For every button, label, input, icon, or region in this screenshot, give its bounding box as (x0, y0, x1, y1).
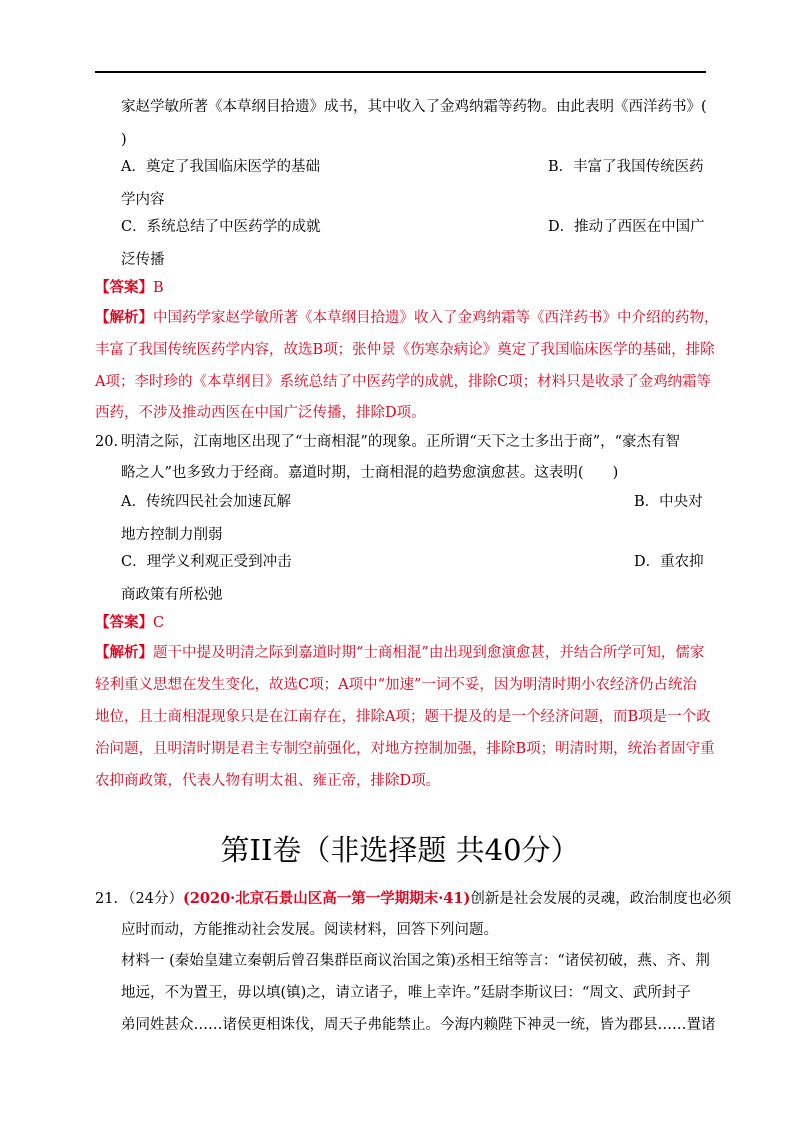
section-title: 第II卷（非选择题 共40分） (220, 833, 580, 867)
q20-option-b-continuation: 地方控制力削弱 (121, 527, 223, 543)
q19-stem-continuation: 家赵学敏所著《本草纲目拾遗》成书，其中收入了金鸡纳霜等药物。由此表明《西洋药书》( (121, 99, 707, 115)
q19-option-d: D．推动了西医在中国广 (548, 219, 705, 235)
q19-stem-close: ) (121, 132, 127, 148)
q20-stem-line-2: 略之人”也多致力于经商。嘉道时期，士商相混的趋势愈演愈甚。这表明( ) (121, 465, 619, 481)
answer-value: C (153, 615, 165, 631)
analysis-tag: 【解析】 (95, 309, 153, 326)
q20-option-b: B．中央对 (634, 494, 703, 510)
q19-analysis-line-4: 西药，不涉及推动西医在中国广泛传播，排除D项。 (95, 405, 426, 421)
q20-option-c: C．理学义利观正受到冲击 (121, 554, 292, 570)
q20-answer (95, 613, 164, 633)
q19-option-d-continuation: 泛传播 (121, 252, 165, 268)
q20-analysis-line-5: 农抑商政策，代表人物有明太祖、雍正帝，排除D项。 (95, 773, 441, 789)
q21-number: 21. (95, 891, 119, 907)
q21-stem-line-1 (121, 889, 731, 909)
q20-analysis-line-1 (95, 643, 704, 663)
q20-analysis-line-3: 地位，且士商相混现象只是在江南存在，排除A项；题干提及的是一个经济问题，而B项是一个政 (95, 709, 711, 725)
q21-stem-line-2: 应时而动，方能推动社会发展。阅读材料，回答下列问题。 (121, 922, 498, 938)
q19-option-b-continuation: 学内容 (121, 192, 165, 208)
answer-tag: 【答案】 (95, 614, 153, 631)
analysis-text: 中国药学家赵学敏所著《本草纲目拾遗》收入了金鸡纳霜等《西洋药书》中介绍的药物， (153, 310, 719, 326)
q21-material-line-1: 材料一 (秦始皇建立秦朝后曾召集群臣商议治国之策)丞相王绾等言：“诸侯初破，燕、齐、荆 (121, 953, 710, 969)
q21-source: (2020·北京石景山区高一第一学期期末·41) (182, 890, 471, 907)
q20-option-d-continuation: 商政策有所松弛 (121, 587, 223, 603)
q21-stem-text: 创新是社会发展的灵魂，政治制度也必须 (470, 891, 732, 907)
answer-tag: 【答案】 (95, 279, 153, 296)
q19-answer (95, 278, 164, 298)
q19-option-b: B．丰富了我国传统医药 (548, 159, 704, 175)
q20-option-a: A．传统四民社会加速瓦解 (121, 494, 291, 510)
q20-analysis-line-2: 轻利重义思想在发生变化，故选C项；A项中“加速”一词不妥，因为明清时期小农经济仍占统治 (95, 677, 697, 693)
q20-analysis-line-4: 治问题，且明清时期是君主专制空前强化，对地方控制加强，排除B项；明清时期，统治者固守重 (95, 741, 715, 757)
q21-material-line-3: 弟同姓甚众……诸侯更相诛伐，周天子弗能禁止。今海内赖陛下神灵一统，皆为郡县……置诸 (121, 1017, 716, 1033)
q19-analysis-line-1 (95, 308, 719, 328)
header-rule (95, 71, 706, 73)
answer-value: B (153, 280, 164, 296)
q20-stem-line-1: 明清之际，江南地区出现了“士商相混”的现象。正所谓“天下之士多出于商”，“豪杰有智 (121, 434, 681, 450)
q19-option-a: A．奠定了我国临床医学的基础 (121, 159, 320, 175)
q21-material-line-2: 地远，不为置王，毋以填(镇)之，请立诸子，唯上幸许。”廷尉李斯议曰：“周文、武所封子 (121, 985, 691, 1001)
analysis-text: 题干中提及明清之际到嘉道时期“士商相混”由出现到愈演愈甚，并结合所学可知，儒家 (153, 645, 705, 661)
q19-analysis-line-3: A项；李时珍的《本草纲目》系统总结了中医药学的成就，排除C项；材料只是收录了金鸡纳霜等 (95, 374, 712, 390)
q19-option-c: C．系统总结了中医药学的成就 (121, 219, 321, 235)
q21-score: （24分） (121, 891, 183, 907)
q20-option-d: D．重农抑 (634, 554, 704, 570)
q19-analysis-line-2: 丰富了我国传统医药学内容，故选B项；张仲景《伤寒杂病论》奠定了我国临床医学的基础，排除 (95, 342, 715, 358)
q20-number: 20. (95, 434, 119, 450)
analysis-tag: 【解析】 (95, 644, 153, 661)
